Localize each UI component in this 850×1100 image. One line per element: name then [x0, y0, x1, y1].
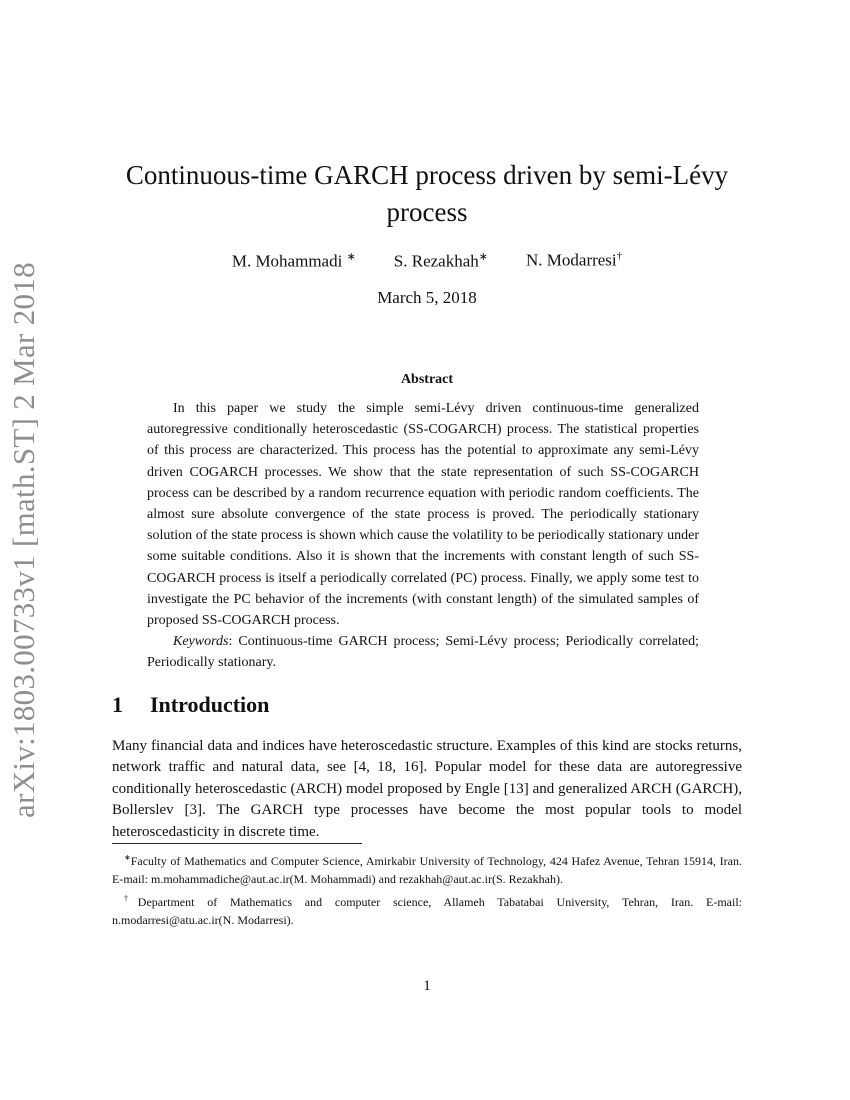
paper-title	[112, 157, 742, 231]
abstract-heading: Abstract	[400, 372, 454, 387]
footnote-divider	[112, 843, 362, 844]
footnote-text: Faculty of Mathematics and Computer Science, Amirkabir University of Technology, 424 Hafez Avenue, Tehran 15914, Iran. E-mail: m.mohammadiche@aut.ac.ir(M. Mohammadi) and rezakhah@aut.ac.ir(S. Rezakhah).	[112, 854, 742, 886]
abstract-text: In this paper we study the simple semi-Lévy driven continuous-time generalized autoregressive conditionally heteroscedastic (SS-COGARCH) process. The statistical properties of this process are characterized. This process has the potential to approximate any semi-Lévy driven COGARCH processes. We show that the state representation of such SS-COGARCH process can be described by a random recurrence equation with periodic random coefficients. The almost sure absolute convergence of the state process is proved. The periodically stationary solution of the state process is shown which cause the volatility to be periodically stationary under some suitable conditions. Also it is shown that the increments with constant length of such SS-COGARCH process is itself a periodically correlated (PC) process. Finally, we apply some test to investigate the PC behavior of the increments (with constant length) of the simulated samples of proposed SS-COGARCH process.	[147, 401, 699, 629]
section-title: Introduction	[150, 692, 270, 717]
footnote	[112, 890, 742, 929]
page-number: 1	[423, 978, 431, 994]
section-number: 1	[112, 692, 123, 717]
paper-date: March 5, 2018	[377, 288, 477, 307]
keywords-label: Keywords	[173, 634, 229, 650]
author-mark: ∗	[346, 251, 356, 263]
author-mark: †	[616, 250, 623, 262]
abstract-keywords	[147, 631, 699, 673]
footnotes	[112, 849, 742, 931]
author-list	[112, 250, 742, 272]
footnote-text: Department of Mathematics and computer science, Allameh Tabatabai University, Tehran, Iran. E-mail: n.modarresi@atu.ac.ir(N. Modarresi).	[112, 895, 743, 927]
title-line-1: Continuous-time GARCH process driven by semi-Lévy	[125, 160, 729, 190]
author-mark: ∗	[478, 251, 488, 263]
keywords-text: : Continuous-time GARCH process; Semi-Lévy process; Periodically correlated; Periodically stationary.	[147, 634, 699, 671]
introduction-paragraph: Many financial data and indices have heteroscedastic structure. Examples of this kind are stocks returns, network traffic and natural data, see [4, 18, 16]. Popular model for these data are autoregressive conditionally heteroscedastic (ARCH) model proposed by Engle [13] and generalized ARCH (GARCH), Bollerslev [3]. The GARCH type processes have become the most popular tools to model heteroscedasticity in discrete time.	[112, 738, 742, 840]
section-heading	[112, 692, 742, 718]
author: N. Modarresi†	[526, 250, 623, 270]
author: S. Rezakhah∗	[393, 251, 488, 271]
author: M. Mohammadi ∗	[231, 251, 356, 271]
footnote	[112, 849, 742, 888]
abstract-body	[147, 398, 699, 674]
footnote-mark: †	[124, 894, 138, 903]
title-line-2: process	[386, 197, 468, 227]
footnote-mark: ∗	[124, 853, 131, 862]
arxiv-identifier-stamp: arXiv:1803.00733v1 [math.ST] 2 Mar 2018	[6, 262, 41, 818]
